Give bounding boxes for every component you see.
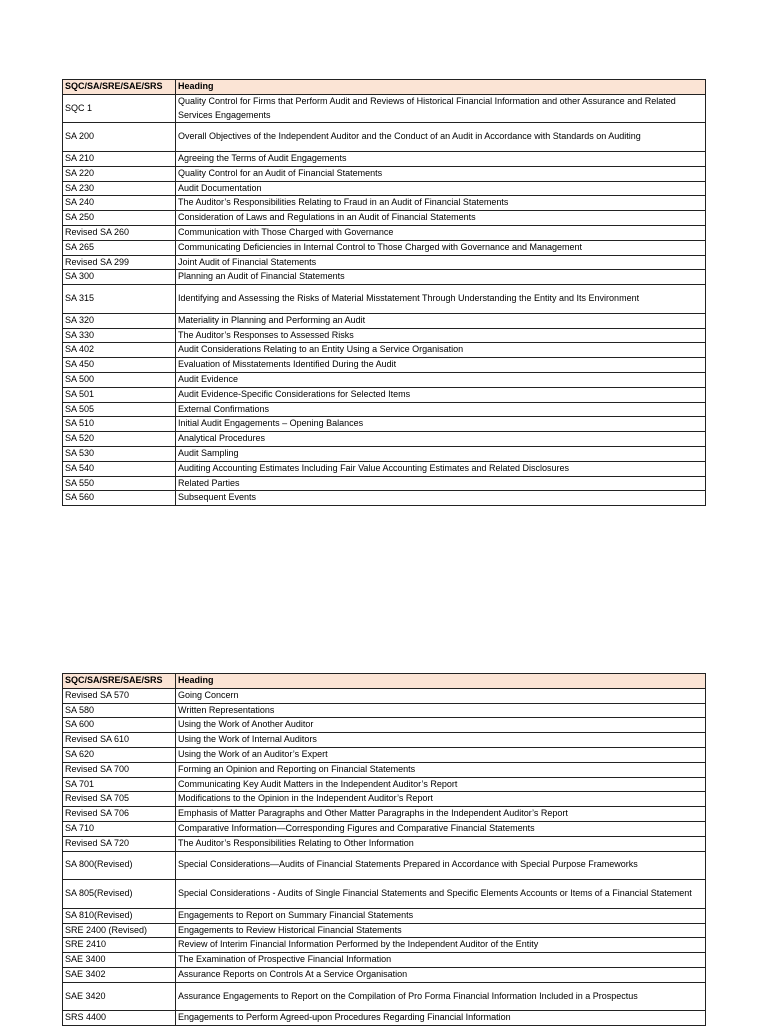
standard-code-cell: SAE 3400: [63, 953, 176, 968]
table-row: [63, 166, 706, 181]
standard-heading-cell: Audit Documentation: [176, 181, 706, 196]
table-row: [63, 328, 706, 343]
standard-heading-cell: Evaluation of Misstatements Identified During the Audit: [176, 358, 706, 373]
standard-code-cell: Revised SA 700: [63, 762, 176, 777]
standard-heading-cell: Going Concern: [176, 688, 706, 703]
standard-heading-cell: Forming an Opinion and Reporting on Financial Statements: [176, 762, 706, 777]
standard-heading-cell: Audit Evidence-Specific Considerations for Selected Items: [176, 387, 706, 402]
standard-heading-cell: External Confirmations: [176, 402, 706, 417]
standard-heading-cell: Engagements to Review Historical Financial Statements: [176, 923, 706, 938]
standard-code-cell: SA 500: [63, 372, 176, 387]
standard-heading-cell: Initial Audit Engagements – Opening Balances: [176, 417, 706, 432]
standard-code-cell: SA 210: [63, 151, 176, 166]
column-header-heading: Heading: [176, 80, 706, 95]
standard-code-cell: SA 315: [63, 285, 176, 314]
table-row: [63, 703, 706, 718]
standard-code-cell: Revised SA 705: [63, 792, 176, 807]
standard-code-cell: SA 501: [63, 387, 176, 402]
standard-heading-cell: Identifying and Assessing the Risks of Material Misstatement Through Understanding the Entity and Its Environment: [176, 285, 706, 314]
table-row: [63, 733, 706, 748]
standard-heading-cell: Quality Control for Firms that Perform Audit and Reviews of Historical Financial Information and other Assurance and Related Services Engagements: [176, 94, 706, 123]
standard-heading-cell: Assurance Engagements to Report on the Compilation of Pro Forma Financial Information Included in a Prospectus: [176, 982, 706, 1011]
table-row: [63, 982, 706, 1011]
standard-heading-cell: Review of Interim Financial Information Performed by the Independent Auditor of the Entity: [176, 938, 706, 953]
standard-code-cell: Revised SA 570: [63, 688, 176, 703]
standard-heading-cell: Communication with Those Charged with Governance: [176, 225, 706, 240]
standard-heading-cell: The Auditor’s Responsibilities Relating to Other Information: [176, 836, 706, 851]
standard-code-cell: SA 710: [63, 821, 176, 836]
table-row: [63, 938, 706, 953]
table-row: [63, 821, 706, 836]
standard-code-cell: SA 530: [63, 446, 176, 461]
table-body: [63, 688, 706, 1025]
table-row: [63, 94, 706, 123]
standard-code-cell: SA 200: [63, 123, 176, 152]
standard-code-cell: SA 505: [63, 402, 176, 417]
standard-code-cell: SRE 2400 (Revised): [63, 923, 176, 938]
table-row: [63, 432, 706, 447]
standard-heading-cell: The Auditor’s Responses to Assessed Risks: [176, 328, 706, 343]
standard-heading-cell: Materiality in Planning and Performing an Audit: [176, 313, 706, 328]
standard-heading-cell: Audit Considerations Relating to an Entity Using a Service Organisation: [176, 343, 706, 358]
table-row: [63, 476, 706, 491]
table-row: [63, 718, 706, 733]
table-row: [63, 967, 706, 982]
standard-code-cell: Revised SA 260: [63, 225, 176, 240]
standard-heading-cell: Special Considerations—Audits of Financial Statements Prepared in Accordance with Special Purpose Frameworks: [176, 851, 706, 880]
table-row: [63, 285, 706, 314]
table-row: [63, 196, 706, 211]
standard-code-cell: Revised SA 610: [63, 733, 176, 748]
table-row: [63, 880, 706, 909]
standards-table-2: [62, 673, 706, 1026]
standard-code-cell: SA 540: [63, 461, 176, 476]
table-row: [63, 358, 706, 373]
standard-code-cell: SA 550: [63, 476, 176, 491]
table-row: [63, 461, 706, 476]
table-row: [63, 255, 706, 270]
standard-heading-cell: Joint Audit of Financial Statements: [176, 255, 706, 270]
table-row: [63, 211, 706, 226]
standard-code-cell: SA 810(Revised): [63, 908, 176, 923]
standard-code-cell: SA 805(Revised): [63, 880, 176, 909]
standard-code-cell: SA 240: [63, 196, 176, 211]
table-row: [63, 270, 706, 285]
standard-heading-cell: Assurance Reports on Controls At a Service Organisation: [176, 967, 706, 982]
standard-code-cell: Revised SA 299: [63, 255, 176, 270]
standard-heading-cell: Agreeing the Terms of Audit Engagements: [176, 151, 706, 166]
standard-code-cell: Revised SA 706: [63, 807, 176, 822]
standard-code-cell: SA 600: [63, 718, 176, 733]
standard-code-cell: SA 450: [63, 358, 176, 373]
standard-code-cell: SA 701: [63, 777, 176, 792]
table-row: [63, 491, 706, 506]
standard-heading-cell: Auditing Accounting Estimates Including Fair Value Accounting Estimates and Related Disclosures: [176, 461, 706, 476]
table-row: [63, 372, 706, 387]
table-row: [63, 807, 706, 822]
standard-code-cell: SA 580: [63, 703, 176, 718]
standard-code-cell: SA 620: [63, 747, 176, 762]
table-row: [63, 181, 706, 196]
standard-code-cell: SA 800(Revised): [63, 851, 176, 880]
column-header-code: SQC/SA/SRE/SAE/SRS: [63, 80, 176, 95]
standard-heading-cell: Written Representations: [176, 703, 706, 718]
standard-heading-cell: Comparative Information—Corresponding Figures and Comparative Financial Statements: [176, 821, 706, 836]
standard-heading-cell: Analytical Procedures: [176, 432, 706, 447]
standard-heading-cell: Special Considerations - Audits of Single Financial Statements and Specific Elements Accounts or Items of a Financial Statement: [176, 880, 706, 909]
table-row: [63, 908, 706, 923]
standard-code-cell: Revised SA 720: [63, 836, 176, 851]
table-row: [63, 313, 706, 328]
table-row: [63, 1011, 706, 1026]
standard-heading-cell: Engagements to Report on Summary Financial Statements: [176, 908, 706, 923]
standard-heading-cell: Modifications to the Opinion in the Independent Auditor’s Report: [176, 792, 706, 807]
standard-code-cell: SA 230: [63, 181, 176, 196]
standard-code-cell: SA 330: [63, 328, 176, 343]
standard-heading-cell: Planning an Audit of Financial Statements: [176, 270, 706, 285]
standard-heading-cell: Overall Objectives of the Independent Auditor and the Conduct of an Audit in Accordance with Standards on Auditing: [176, 123, 706, 152]
standard-heading-cell: Emphasis of Matter Paragraphs and Other Matter Paragraphs in the Independent Auditor’s Report: [176, 807, 706, 822]
table-row: [63, 688, 706, 703]
column-header-heading: Heading: [176, 674, 706, 689]
table-row: [63, 836, 706, 851]
standard-heading-cell: Quality Control for an Audit of Financial Statements: [176, 166, 706, 181]
table-row: [63, 151, 706, 166]
column-header-code: SQC/SA/SRE/SAE/SRS: [63, 674, 176, 689]
standard-heading-cell: Audit Evidence: [176, 372, 706, 387]
standard-heading-cell: Audit Sampling: [176, 446, 706, 461]
standard-code-cell: SRE 2410: [63, 938, 176, 953]
standards-table-1: [62, 79, 706, 506]
standard-code-cell: SRS 4400: [63, 1011, 176, 1026]
standard-code-cell: SA 510: [63, 417, 176, 432]
table-row: [63, 225, 706, 240]
standard-code-cell: SQC 1: [63, 94, 176, 123]
standard-code-cell: SA 220: [63, 166, 176, 181]
standard-heading-cell: The Auditor’s Responsibilities Relating to Fraud in an Audit of Financial Statements: [176, 196, 706, 211]
table-header-row: [63, 80, 706, 95]
table-row: [63, 747, 706, 762]
standard-code-cell: SA 265: [63, 240, 176, 255]
table-row: [63, 851, 706, 880]
table-row: [63, 402, 706, 417]
table-row: [63, 792, 706, 807]
standard-heading-cell: Engagements to Perform Agreed-upon Procedures Regarding Financial Information: [176, 1011, 706, 1026]
standard-heading-cell: Using the Work of Internal Auditors: [176, 733, 706, 748]
table-row: [63, 446, 706, 461]
table-row: [63, 240, 706, 255]
standard-heading-cell: Related Parties: [176, 476, 706, 491]
standard-heading-cell: Using the Work of Another Auditor: [176, 718, 706, 733]
standard-code-cell: SA 520: [63, 432, 176, 447]
standard-code-cell: SA 250: [63, 211, 176, 226]
table-row: [63, 762, 706, 777]
standard-heading-cell: Communicating Key Audit Matters in the Independent Auditor’s Report: [176, 777, 706, 792]
standard-code-cell: SA 402: [63, 343, 176, 358]
table-row: [63, 387, 706, 402]
standard-heading-cell: Consideration of Laws and Regulations in an Audit of Financial Statements: [176, 211, 706, 226]
standard-heading-cell: The Examination of Prospective Financial Information: [176, 953, 706, 968]
table-row: [63, 417, 706, 432]
table-row: [63, 923, 706, 938]
standard-heading-cell: Communicating Deficiencies in Internal Control to Those Charged with Governance and Management: [176, 240, 706, 255]
standard-code-cell: SA 300: [63, 270, 176, 285]
standard-heading-cell: Using the Work of an Auditor’s Expert: [176, 747, 706, 762]
table-row: [63, 777, 706, 792]
table-row: [63, 343, 706, 358]
standard-code-cell: SA 560: [63, 491, 176, 506]
standard-code-cell: SAE 3420: [63, 982, 176, 1011]
table-body: [63, 94, 706, 505]
standard-code-cell: SA 320: [63, 313, 176, 328]
table-row: [63, 123, 706, 152]
standard-code-cell: SAE 3402: [63, 967, 176, 982]
table-row: [63, 953, 706, 968]
table-header-row: [63, 674, 706, 689]
standard-heading-cell: Subsequent Events: [176, 491, 706, 506]
